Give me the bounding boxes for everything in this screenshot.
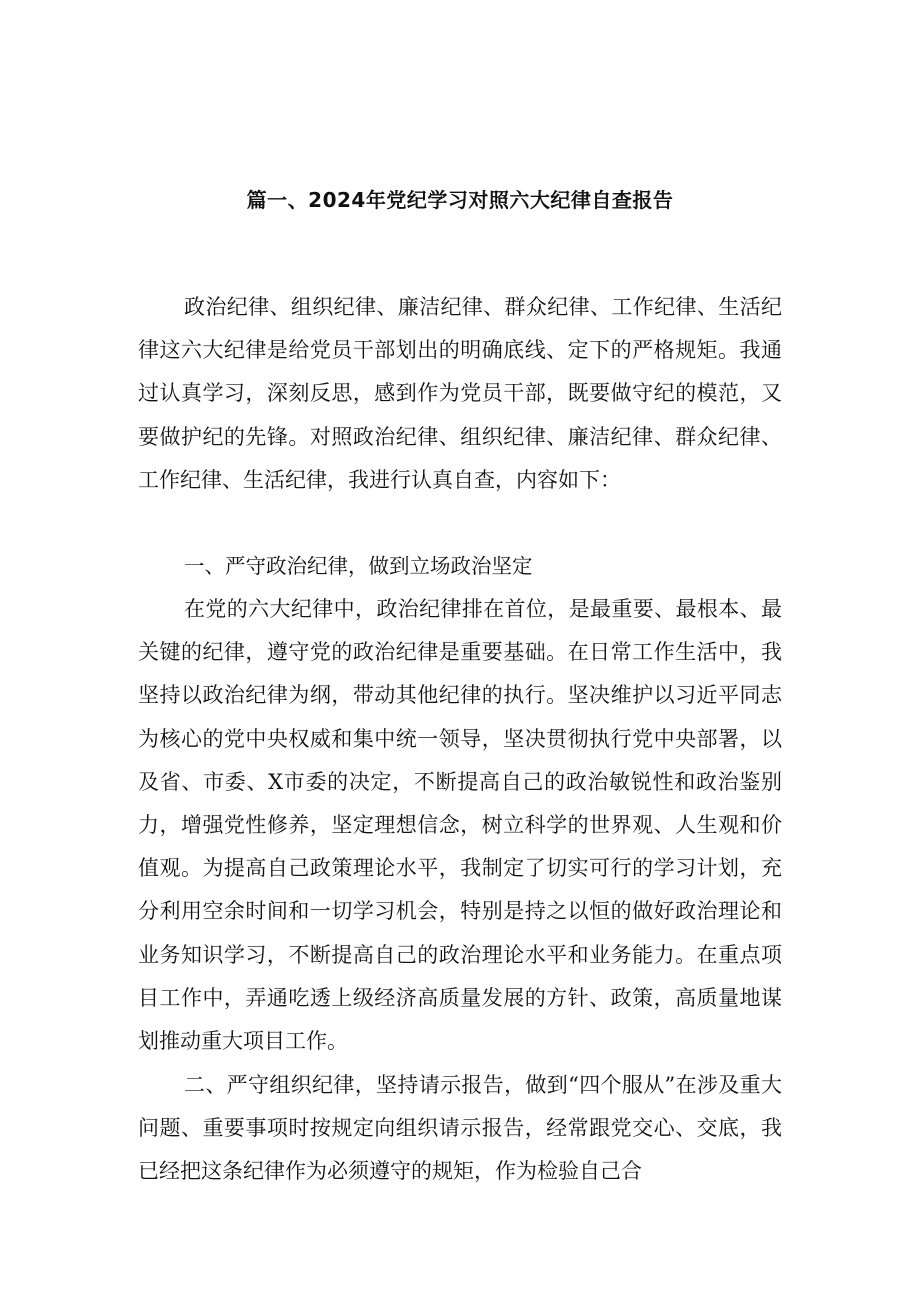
intro-paragraph: 政治纪律、组织纪律、廉洁纪律、群众纪律、工作纪律、生活纪律这六大纪律是给党员干部划出的明确底线、定下的严格规矩。我通过认真学习，深刻反思，感到作为党员干部，既要做守纪的模范，又要做护纪的先锋。对照政治纪律、组织纪律、廉洁纪律、群众纪律、工作纪律、生活纪律，我进行认真自查，内容如下：	[138, 295, 782, 492]
document-title: 篇一、2024年党纪学习对照六大纪律自查报告	[246, 188, 674, 212]
section-heading-political-discipline: 一、严守政治纪律，做到立场政治坚定	[184, 554, 533, 578]
organizational-discipline-paragraph: 二、严守组织纪律，坚持请示报告，做到“四个服从”在涉及重大问题、重要事项时按规定向组织请示报告，经常跟党交心、交底，我已经把这条纪律作为必须遵守的规矩，作为检验自己合	[138, 1073, 782, 1184]
political-discipline-paragraph: 在党的六大纪律中，政治纪律排在首位，是最重要、最根本、最关键的纪律，遵守党的政治纪律是重要基础。在日常工作生活中，我坚持以政治纪律为纲，带动其他纪律的执行。坚决维护以习近平同志为核心的党中央权威和集中统一领导，坚决贯彻执行党中央部署，以及省、市委、X市委的决定，不断提高自己的政治敏锐性和政治鉴别力，增强党性修养，坚定理想信念，树立科学的世界观、人生观和价值观。为提高自己政策理论水平，我制定了切实可行的学习计划，充分利用空余时间和一切学习机会，特别是持之以恒的做好政治理论和业务知识学习，不断提高自己的政治理论水平和业务能力。在重点项目工作中，弄通吃透上级经济高质量发展的方针、政策，高质量地谋划推动重大项目工作。	[138, 597, 782, 1054]
